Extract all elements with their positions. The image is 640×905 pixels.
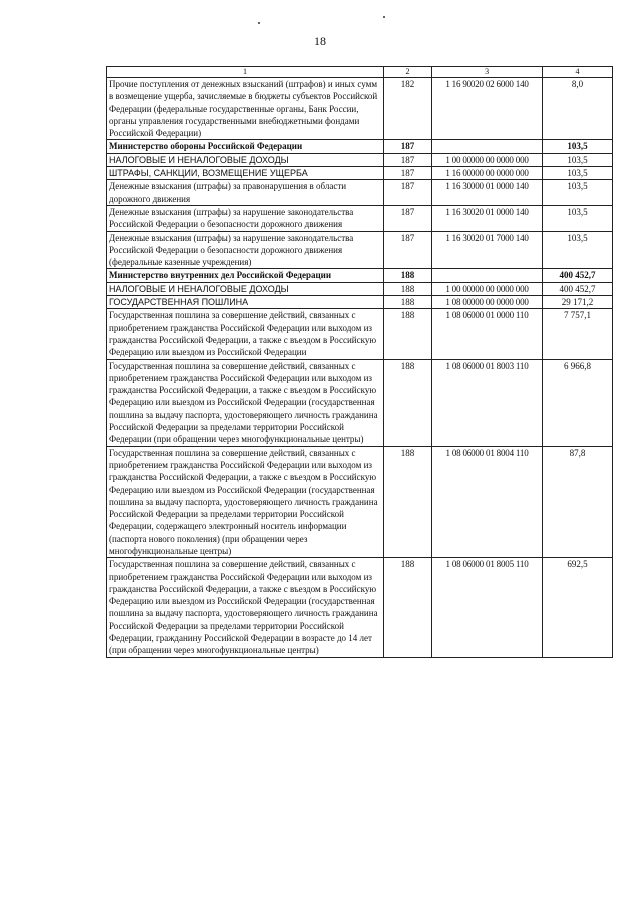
table-row <box>107 359 613 446</box>
row-admin-code: 188 <box>384 282 432 295</box>
row-admin-code: 182 <box>384 78 432 140</box>
table-row <box>107 296 613 309</box>
row-admin-code: 188 <box>384 359 432 446</box>
header-col-3: 3 <box>432 67 543 78</box>
table-row <box>107 282 613 295</box>
table-row <box>107 153 613 166</box>
row-revenue-code <box>432 140 543 153</box>
row-revenue-code: 1 16 30020 01 7000 140 <box>432 231 543 269</box>
row-amount: 103,5 <box>543 205 613 231</box>
row-amount: 103,5 <box>543 153 613 166</box>
table-row <box>107 558 613 657</box>
row-name: ШТРАФЫ, САНКЦИИ, ВОЗМЕЩЕНИЕ УЩЕРБА <box>107 167 384 180</box>
row-admin-code: 188 <box>384 269 432 282</box>
row-amount: 103,5 <box>543 180 613 206</box>
row-revenue-code: 1 08 00000 00 0000 000 <box>432 296 543 309</box>
row-name: Государственная пошлина за совершение действий, связанных с приобретением гражданства Российской Федерации или выходом из гражданства Российской Федерации, а также с въездом в Российскую Федерацию или выездом из Российской Федерации (государственная пошлина за выдачу паспорта, удостоверяющего личность гражданина Российской Федерации за пределами территории Российской Федерации (при обращении через многофункциональные центры) <box>107 359 384 446</box>
header-col-4: 4 <box>543 67 613 78</box>
row-amount: 692,5 <box>543 558 613 657</box>
row-name: Прочие поступления от денежных взысканий (штрафов) и иных сумм в возмещение ущерба, зачисляемые в бюджеты субъектов Российской Федерации (федеральные государственные органы, Банк России, органы управления государственными внебюджетными фондами Российской Федерации) <box>107 78 384 140</box>
row-admin-code: 187 <box>384 140 432 153</box>
table-row <box>107 78 613 140</box>
page-number: 18 <box>314 34 326 48</box>
table-row <box>107 180 613 206</box>
table-row <box>107 446 613 558</box>
row-admin-code: 188 <box>384 309 432 359</box>
row-revenue-code: 1 16 30000 01 0000 140 <box>432 180 543 206</box>
row-revenue-code: 1 16 30020 01 0000 140 <box>432 205 543 231</box>
row-name: Денежные взыскания (штрафы) за нарушение законодательства Российской Федерации о безопасности дорожного движения (федеральные казенные учреждения) <box>107 231 384 269</box>
row-amount: 8,0 <box>543 78 613 140</box>
row-revenue-code: 1 16 00000 00 0000 000 <box>432 167 543 180</box>
row-admin-code: 187 <box>384 205 432 231</box>
row-revenue-code: 1 08 06000 01 8003 110 <box>432 359 543 446</box>
header-col-1: 1 <box>107 67 384 78</box>
revenue-table <box>106 66 613 658</box>
row-name: Денежные взыскания (штрафы) за нарушение законодательства Российской Федерации о безопасности дорожного движения <box>107 205 384 231</box>
table-row <box>107 231 613 269</box>
table-row <box>107 205 613 231</box>
table-header-row <box>107 67 613 78</box>
row-admin-code: 188 <box>384 558 432 657</box>
row-name: ГОСУДАРСТВЕННАЯ ПОШЛИНА <box>107 296 384 309</box>
row-amount: 103,5 <box>543 140 613 153</box>
row-revenue-code: 1 08 06000 01 0000 110 <box>432 309 543 359</box>
row-amount: 400 452,7 <box>543 269 613 282</box>
row-revenue-code: 1 00 00000 00 0000 000 <box>432 153 543 166</box>
row-amount: 103,5 <box>543 231 613 269</box>
row-admin-code: 187 <box>384 180 432 206</box>
row-revenue-code: 1 08 06000 01 8005 110 <box>432 558 543 657</box>
row-amount: 87,8 <box>543 446 613 558</box>
row-revenue-code: 1 00 00000 00 0000 000 <box>432 282 543 295</box>
table-row <box>107 269 613 282</box>
row-name: НАЛОГОВЫЕ И НЕНАЛОГОВЫЕ ДОХОДЫ <box>107 153 384 166</box>
row-amount: 400 452,7 <box>543 282 613 295</box>
row-revenue-code <box>432 269 543 282</box>
row-admin-code: 188 <box>384 446 432 558</box>
row-name: Государственная пошлина за совершение действий, связанных с приобретением гражданства Российской Федерации или выходом из гражданства Российской Федерации, а также с въездом в Российскую Федерацию или выездом из Российской Федерации <box>107 309 384 359</box>
row-amount: 29 171,2 <box>543 296 613 309</box>
table-row <box>107 167 613 180</box>
row-admin-code: 188 <box>384 296 432 309</box>
row-amount: 6 966,8 <box>543 359 613 446</box>
row-name: Государственная пошлина за совершение действий, связанных с приобретением гражданства Российской Федерации или выходом из гражданства Российской Федерации, а также с въездом в Российскую Федерацию или выездом из Российской Федерации (государственная пошлина за выдачу паспорта, удостоверяющего личность гражданина Российской Федерации за пределами территории Российской Федерации, гражданину Российской Федерации в возрасте до 14 лет (при обращении через многофункциональные центры) <box>107 558 384 657</box>
row-name: Министерство обороны Российской Федерации <box>107 140 384 153</box>
row-name: Денежные взыскания (штрафы) за правонарушения в области дорожного движения <box>107 180 384 206</box>
row-revenue-code: 1 08 06000 01 8004 110 <box>432 446 543 558</box>
scan-speck <box>258 22 260 24</box>
table-row <box>107 140 613 153</box>
scan-speck <box>383 16 385 18</box>
row-admin-code: 187 <box>384 167 432 180</box>
row-admin-code: 187 <box>384 231 432 269</box>
row-admin-code: 187 <box>384 153 432 166</box>
row-amount: 103,5 <box>543 167 613 180</box>
row-revenue-code: 1 16 90020 02 6000 140 <box>432 78 543 140</box>
row-amount: 7 757,1 <box>543 309 613 359</box>
header-col-2: 2 <box>384 67 432 78</box>
table-row <box>107 309 613 359</box>
row-name: Министерство внутренних дел Российской Федерации <box>107 269 384 282</box>
row-name: НАЛОГОВЫЕ И НЕНАЛОГОВЫЕ ДОХОДЫ <box>107 282 384 295</box>
row-name: Государственная пошлина за совершение действий, связанных с приобретением гражданства Российской Федерации или выходом из гражданства Российской Федерации, а также с въездом в Российскую Федерацию или выездом из Российской Федерации (государственная пошлина за выдачу паспорта, удостоверяющего личность гражданина Российской Федерации за пределами территории Российской Федерации, содержащего электронный носитель информации (паспорта нового поколения) (при обращении через многофункциональные центры) <box>107 446 384 558</box>
